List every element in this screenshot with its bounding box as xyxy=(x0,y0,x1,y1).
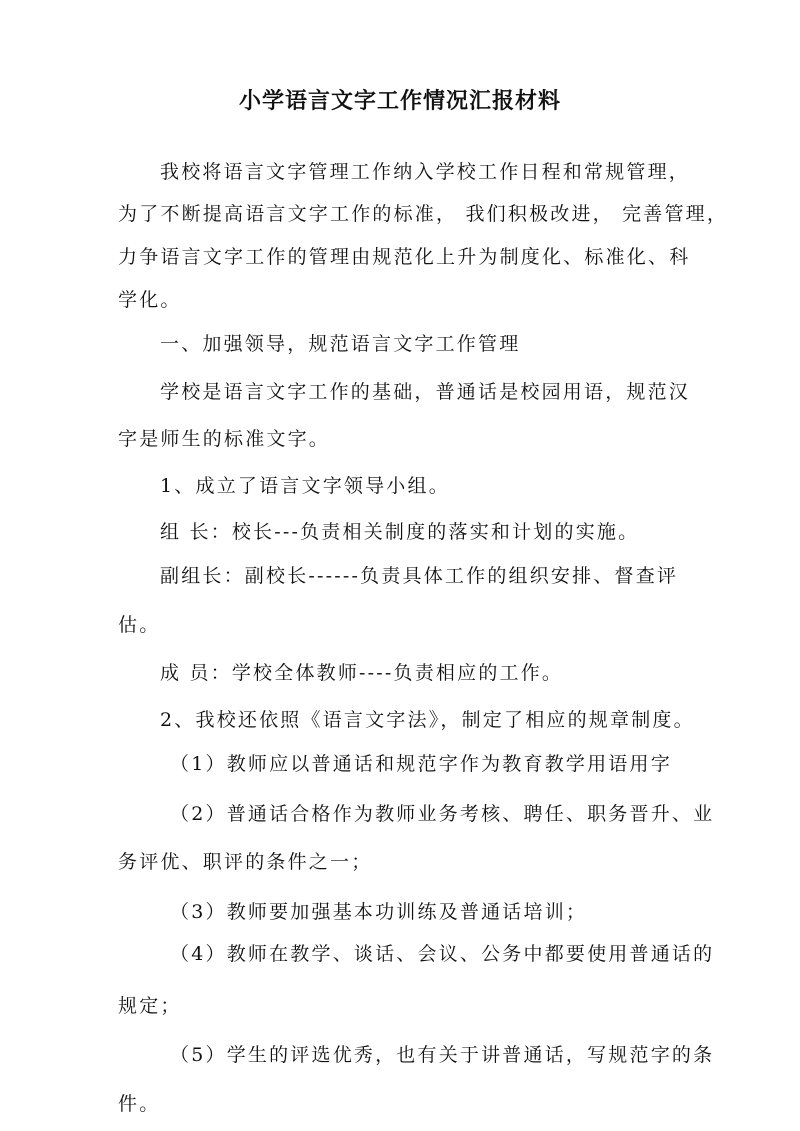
list-item: 1、成立了语言文字领导小组。 xyxy=(160,475,450,497)
list-item: 件。 xyxy=(118,1093,161,1115)
list-item: （5）学生的评选优秀，也有关于讲普通话，写规范字的条 xyxy=(170,1044,715,1066)
paragraph-line: 为了不断提高语言文字工作的标准， 我们积极改进， 完善管理， xyxy=(118,203,729,225)
list-item: （3）教师要加强基本功训练及普通话培训； xyxy=(170,901,588,923)
paragraph-line: 我校将语言文字管理工作纳入学校工作日程和常规管理， xyxy=(160,161,691,183)
list-item: （4）教师在教学、谈话、会议、公务中都要使用普通话的 xyxy=(170,943,715,965)
list-item: 务评优、职评的条件之一； xyxy=(118,851,373,873)
paragraph-line: 学化。 xyxy=(118,289,182,311)
document-title: 小学语言文字工作情况汇报材料 xyxy=(238,89,561,114)
paragraph-line: 字是师生的标准文字。 xyxy=(118,428,331,450)
list-item: 规定； xyxy=(118,995,182,1017)
list-item: 2、我校还依照《语言文字法》，制定了相应的规章制度。 xyxy=(160,709,695,731)
list-item: 估。 xyxy=(118,614,161,636)
list-item: 副组长：副校长------负责具体工作的组织安排、督查评 xyxy=(160,565,679,587)
paragraph-line: 学校是语言文字工作的基础，普通话是校园用语，规范汉 xyxy=(160,381,691,403)
list-item: 成 员：学校全体教师----负责相应的工作。 xyxy=(160,662,564,684)
paragraph-line: 力争语言文字工作的管理由规范化上升为制度化、标准化、科 xyxy=(118,246,691,268)
list-item: （2）普通话合格作为教师业务考核、聘任、职务晋升、业 xyxy=(170,803,715,825)
section-heading: 一、加强领导，规范语言文字工作管理 xyxy=(160,333,521,355)
list-item: 组 长：校长---负责相关制度的落实和计划的实施。 xyxy=(160,521,640,543)
list-item: （1）教师应以普通话和规范字作为教育教学用语用字 xyxy=(170,753,672,775)
